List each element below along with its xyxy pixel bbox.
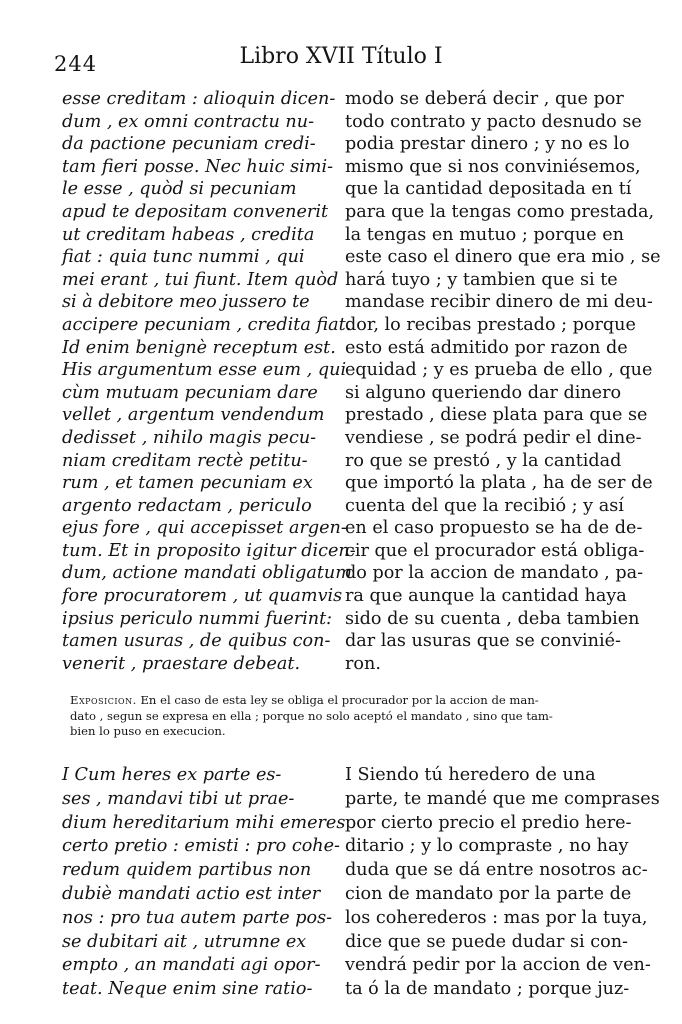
latin-line: argento redactam , periculo xyxy=(62,495,312,516)
latin-line: dum , ex omni contractu nu- xyxy=(62,111,315,132)
latin-line: empto , an mandati agi opor- xyxy=(62,955,321,976)
latin-line: accipere pecuniam , credita fiat. xyxy=(62,314,352,335)
latin-line: ses , mandavi tibi ut prae- xyxy=(62,788,295,809)
latin-line: niam creditam rectè petitu- xyxy=(62,450,308,471)
spanish-line: duda que se dá entre nosotros ac- xyxy=(345,860,648,881)
latin-text-column-top xyxy=(62,88,356,675)
running-head: Libro XVII Título I xyxy=(239,44,443,69)
latin-line: rum , et tamen pecuniam ex xyxy=(62,473,313,494)
spanish-line: prestado , diese plata para que se xyxy=(345,405,648,426)
spanish-line: modo se deberá decir , que por xyxy=(345,89,624,109)
latin-line: cùm mutuam pecuniam dare xyxy=(62,382,318,403)
latin-line: da pactione pecuniam credi- xyxy=(62,134,316,155)
spanish-line: mismo que si nos conviniésemos, xyxy=(345,156,641,177)
latin-line: fiat : quia tunc nummi , qui xyxy=(62,247,305,268)
latin-line: esse creditam : alioquin dicen- xyxy=(62,89,336,109)
spanish-line: vendrá pedir por la accion de ven- xyxy=(345,955,651,976)
spanish-line: dor, lo recibas prestado ; porque xyxy=(345,314,636,335)
latin-line: teat. Neque enim sine ratio- xyxy=(62,979,313,1000)
spanish-text-column-top xyxy=(345,88,661,675)
latin-line: Id enim benignè receptum est. xyxy=(62,337,336,358)
spanish-line: este caso el dinero que era mio , se xyxy=(345,247,661,268)
spanish-line: ta ó la de mandato ; porque juz- xyxy=(345,979,630,1000)
latin-line: nos : pro tua autem parte pos- xyxy=(62,907,333,928)
spanish-line: equidad ; y es prueba de ello , que xyxy=(345,360,653,381)
spanish-line: cuenta del que la recibió ; y así xyxy=(345,495,624,516)
page-number: 244 xyxy=(54,52,98,76)
spanish-line: los coherederos : mas por la tuya, xyxy=(345,907,648,928)
spanish-line: que la cantidad depositada en tí xyxy=(345,179,632,200)
latin-line: ipsius periculo nummi fuerint: xyxy=(62,608,333,629)
spanish-line: hará tuyo ; y tambien que si te xyxy=(345,269,618,290)
latin-line: mei erant , tui fiunt. Item quòd xyxy=(62,269,339,290)
spanish-line: ra que aunque la cantidad haya xyxy=(345,586,627,607)
latin-line: vellet , argentum vendendum xyxy=(62,405,325,426)
latin-text-column-bottom xyxy=(62,764,346,1002)
spanish-line: do por la accion de mandato , pa- xyxy=(345,563,644,584)
latin-line: His argumentum esse eum , qui xyxy=(62,360,347,381)
latin-line: venerit , praestare debeat. xyxy=(62,653,301,674)
spanish-line: que importó la plata , ha de ser de xyxy=(345,473,653,494)
spanish-line: dice que se puede dudar si con- xyxy=(345,931,628,952)
spanish-line: podia prestar dinero ; y no es lo xyxy=(345,134,630,155)
spanish-line: ro que se prestó , y la cantidad xyxy=(345,450,622,471)
spanish-line: la tengas en mutuo ; porque en xyxy=(345,224,624,245)
spanish-line: dar las usuras que se convinié- xyxy=(345,631,621,652)
latin-line: dium hereditarium mihi emeres xyxy=(62,812,346,833)
spanish-line: cion de mandato por la parte de xyxy=(345,883,632,904)
latin-line: tamen usuras , de quibus con- xyxy=(62,631,331,652)
spanish-line: vendiese , se podrá pedir el dine- xyxy=(345,427,642,448)
spanish-line: todo contrato y pacto desnudo se xyxy=(345,111,642,132)
spanish-line: I Siendo tú heredero de una xyxy=(345,765,596,785)
latin-line: redum quidem partibus non xyxy=(62,860,312,881)
latin-line: le esse , quòd si pecuniam xyxy=(62,179,297,200)
exposicion-line: dato , segun se expresa en ella ; porque no solo aceptó el mandato , sino que tam- xyxy=(70,708,553,723)
exposicion-line: bien lo puso en execucion. xyxy=(70,724,226,739)
latin-line: fore procuratorem , ut quamvis xyxy=(62,586,343,607)
latin-line: tam fieri posse. Nec huic simi- xyxy=(62,156,334,177)
latin-line: dubiè mandati actio est inter xyxy=(62,883,321,904)
spanish-line: parte, te mandé que me comprases xyxy=(345,788,660,809)
latin-line: dedisset , nihilo magis pecu- xyxy=(62,427,317,448)
latin-line: apud te depositam convenerit xyxy=(62,201,329,222)
spanish-line: esto está admitido por razon de xyxy=(345,337,628,358)
spanish-line: cir que el procurador está obliga- xyxy=(345,540,645,561)
exposicion-line: En el caso de esta ley se obliga el procurador por la accion de man- xyxy=(136,693,539,707)
latin-line: I Cum heres ex parte es- xyxy=(62,765,282,785)
spanish-line: para que la tengas como prestada, xyxy=(345,201,655,222)
spanish-line: en el caso propuesto se ha de de- xyxy=(345,518,643,539)
spanish-line: mandase recibir dinero de mi deu- xyxy=(345,292,653,313)
latin-line: dum, actione mandati obligatum xyxy=(62,563,352,584)
spanish-line: ditario ; y lo compraste , no hay xyxy=(345,836,629,857)
spanish-line: sido de su cuenta , deba tambien xyxy=(345,608,640,629)
latin-line: ejus fore , qui accepisset argen- xyxy=(62,518,347,539)
latin-line: tum. Et in proposito igitur dicen- xyxy=(62,540,356,561)
spanish-line: ron. xyxy=(345,653,381,674)
exposicion-label: Exposicion. xyxy=(70,693,137,707)
spanish-line: si alguno queriendo dar dinero xyxy=(345,382,622,403)
latin-line: ut creditam habeas , credita xyxy=(62,224,315,245)
spanish-line: por cierto precio el predio here- xyxy=(345,812,632,833)
exposicion-note xyxy=(70,693,626,740)
latin-line: certo pretio : emisti : pro cohe- xyxy=(62,836,340,857)
spanish-text-column-bottom xyxy=(345,764,660,1002)
latin-line: si à debitore meo jussero te xyxy=(62,292,310,313)
latin-line: se dubitari ait , utrumne ex xyxy=(62,931,307,952)
